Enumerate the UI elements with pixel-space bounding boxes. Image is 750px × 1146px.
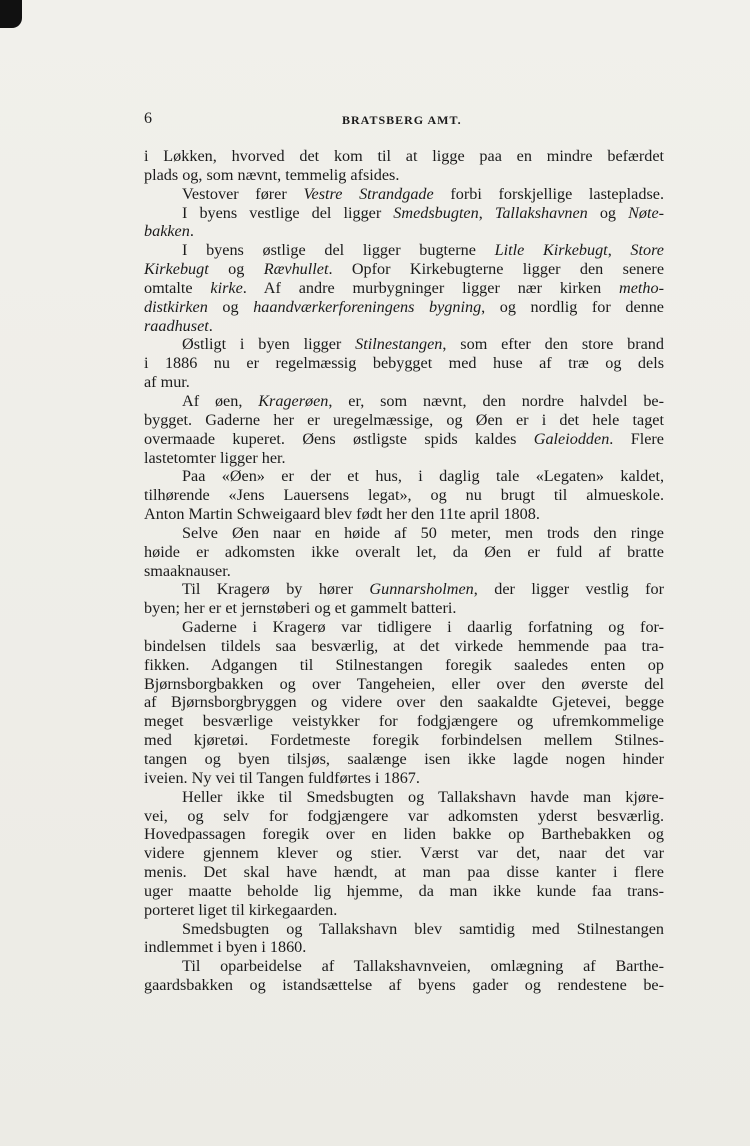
text-line: vei, og selv for fodgjængere var adkomsten yderst besværlig.: [144, 806, 664, 825]
scan-corner-mark: [0, 0, 22, 28]
page-header: [144, 110, 664, 130]
text-line: menis. Det skal have hændt, at man paa disse kanter i flere: [144, 863, 664, 882]
running-title: BRATSBERG AMT.: [342, 113, 462, 127]
text-line: I byens vestlige del ligger Smedsbugten, Tallakshavnen og Nøte-: [182, 203, 665, 222]
text-line: Smedsbugten og Tallakshavn blev samtidig med Stilnestangen: [182, 919, 664, 938]
text-line: Anton Martin Schweigaard blev født her den 11te april 1808.: [144, 505, 540, 524]
text-line: bakken.: [144, 222, 194, 241]
text-line: med kjøretøi. Fordetmeste foregik forbindelsen mellem Stilnes-: [144, 731, 664, 750]
text-line: omtalte kirke. Af andre murbygninger ligger nær kirken metho-: [144, 278, 664, 297]
text-line: Selve Øen naar en høide af 50 meter, men trods den ringe: [182, 523, 664, 542]
text-line: distkirken og haandværkerforeningens bygning, og nordlig for denne: [144, 297, 664, 316]
body-text: [144, 147, 664, 995]
text-line: Heller ikke til Smedsbugten og Tallakshavn havde man kjøre-: [182, 787, 664, 806]
text-line: Af øen, Kragerøen, er, som nævnt, den nordre halvdel be-: [182, 391, 665, 410]
text-line: porteret liget til kirkegaarden.: [144, 900, 338, 919]
text-line: videre gjennem klever og stier. Værst var det, naar det var: [144, 844, 664, 863]
text-line: smaaknauser.: [144, 561, 231, 580]
text-line: i 1886 nu er regelmæssig bebygget med huse af træ og dels: [144, 354, 664, 373]
text-line: I byens østlige del ligger bugterne Litle Kirkebugt, Store: [182, 241, 664, 260]
text-line: byen; her er et jernstøberi og et gammelt batteri.: [144, 599, 457, 618]
text-line: Hovedpassagen foregik over en liden bakke op Barthebakken og: [144, 825, 664, 844]
text-line: gaardsbakken og istandsættelse af byens gader og rendestene be-: [144, 976, 664, 995]
text-line: bygget. Gaderne her er uregelmæssige, og Øen er i det hele taget: [144, 410, 664, 429]
text-line: Vestover fører Vestre Strandgade forbi forskjellige lastepladse.: [182, 184, 664, 203]
text-line: overmaade kuperet. Øens østligste spids kaldes Galeiodden. Flere: [144, 429, 664, 448]
text-line: tilhørende «Jens Lauersens legat», og nu brugt til almueskole.: [144, 486, 664, 505]
text-line: bindelsen tildels saa besværlig, at det virkede hemmende paa tra-: [144, 636, 664, 655]
text-line: af Bjørnsborgbryggen og videre over den saakaldte Gjetevei, begge: [144, 693, 664, 712]
text-line: høide er adkomsten ikke overalt let, da Øen er fuld af bratte: [144, 542, 664, 561]
text-line: indlemmet i byen i 1860.: [144, 938, 307, 957]
text-line: lastetomter ligger her.: [144, 448, 286, 467]
text-line: Bjørnsborgbakken og over Tangeheien, eller over den øverste del: [144, 674, 664, 693]
text-line: fikken. Adgangen til Stilnestangen foregik saaledes enten op: [144, 655, 664, 674]
text-line: Til oparbeidelse af Tallakshavnveien, omlægning af Barthe-: [182, 957, 664, 976]
text-line: raadhuset.: [144, 316, 213, 335]
text-line: af mur.: [144, 373, 190, 392]
text-line: Til Kragerø by hører Gunnarsholmen, der ligger vestlig for: [182, 580, 664, 599]
text-line: tangen og byen tilsjøs, saalænge isen ikke lagde nogen hinder: [144, 750, 664, 768]
text-line: iveien. Ny vei til Tangen fuldførtes i 1867.: [144, 768, 420, 787]
text-line: Østligt i byen ligger Stilnestangen, som efter den store brand: [182, 335, 664, 354]
text-line: Kirkebugt og Rævhullet. Opfor Kirkebugterne ligger den senere: [144, 260, 664, 279]
text-line: Gaderne i Kragerø var tidligere i daarlig forfatning og for-: [182, 618, 664, 637]
text-line: Paa «Øen» er der et hus, i daglig tale «Legaten» kaldet,: [182, 467, 664, 486]
page-number: 6: [144, 110, 152, 127]
text-line: i Løkken, hvorved det kom til at ligge paa en mindre befærdet: [144, 147, 664, 165]
text-line: plads og, som nævnt, temmelig afsides.: [144, 165, 400, 184]
text-line: meget besværlige veistykker for fodgjængere og ufremkommelige: [144, 712, 664, 731]
text-line: uger maatte beholde lig hjemme, da man ikke kunde faa trans-: [144, 881, 664, 900]
